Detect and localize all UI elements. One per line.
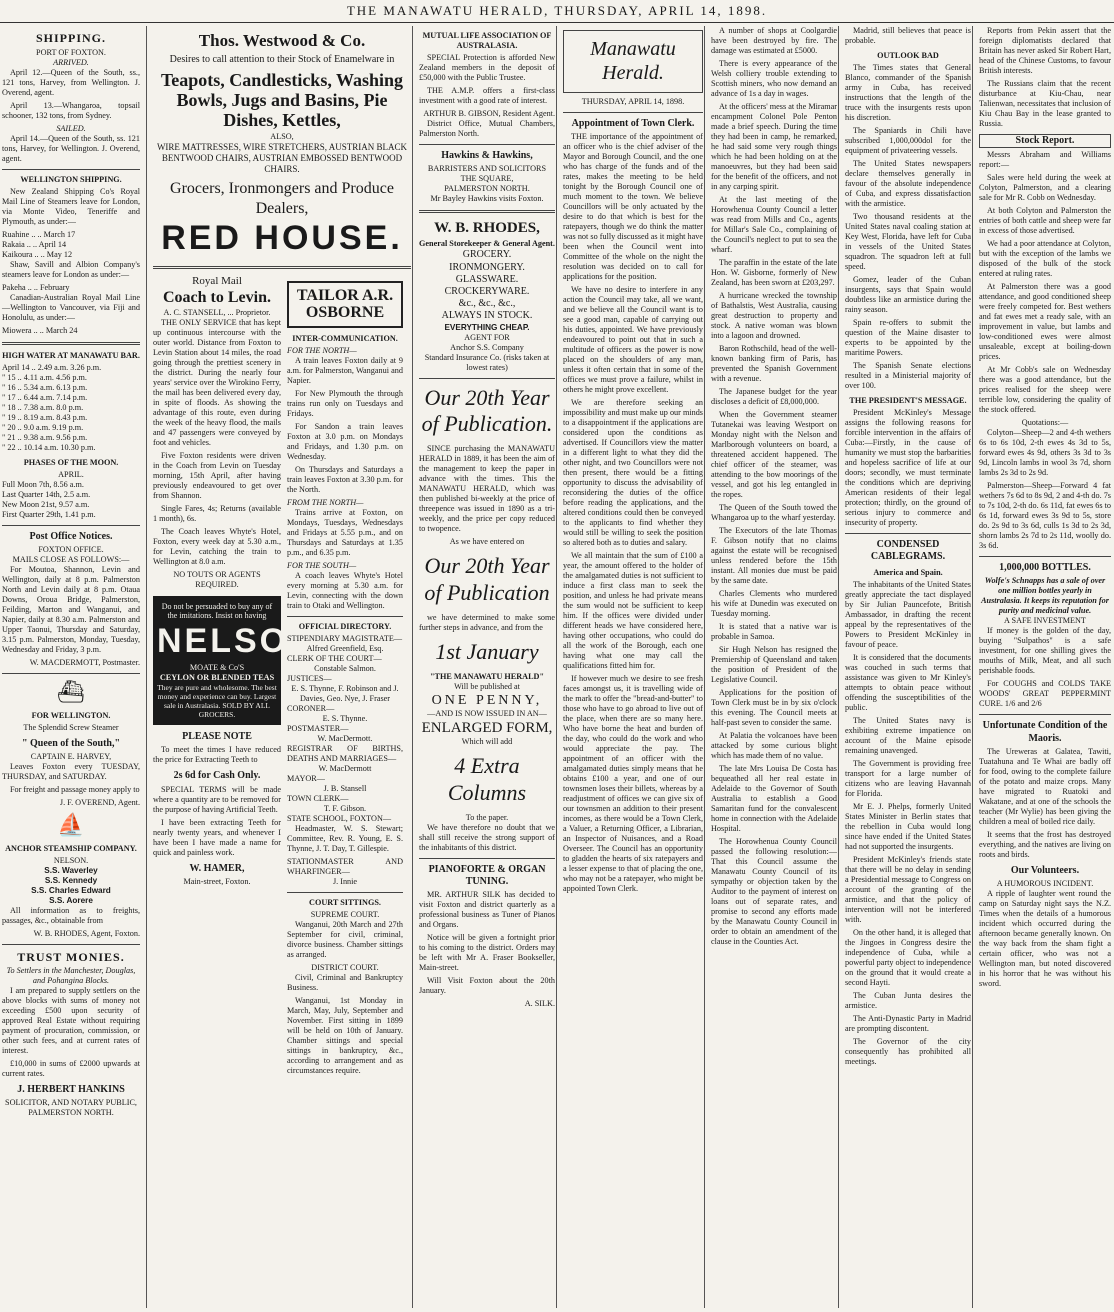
moon-row: First Quarter 29th, 1.41 p.m. [2,509,96,519]
moon-row: Full Moon 7th, 8.56 a.m. [2,479,84,489]
hamer-address: Main-street, Foxton. [183,876,251,886]
for-wellington-heading: FOR WELLINGTON. [31,710,111,720]
news-item: It is considered that the documents was couched in such terms that assistance was given to Mr Kinley's attempts to obtain peace without offending the susceptibilities of the public. [845,653,971,713]
news-item: Gomez, leader of the Cuban insurgents, says that Spain would doubtless like an armistice during the rainy season. [845,275,971,314]
gibson-office: District Office, Mutual Chambers, Palmerston North. [419,119,555,138]
news-item: President McKinley's Message assigns the following reasons for forcible intervention in the affairs of Cuba:—Firstly, in the cause of humanity we must stop the barbarities and hopeless sacrifice of life at our doors; secondly, we must terminate the conditions which are depriving American residents of their legal protection; thirdly, on the ground of serious injury to commerce and insecurity of property. [845,408,971,527]
hw-row: " 19 .. 8.19 a.m. 8.43 p.m. [2,412,88,422]
news-item: At the last meeting of the Horowhenua County Council a letter was read from Mills and Co., agents for Millar's Sale Co., complaining of the Council's neglect to put to sea the wharf. [711,195,837,254]
hw-row: " 17 .. 6.44 a.m. 7.14 p.m. [2,392,88,402]
dir-label: CORONER— [287,703,335,713]
dir-value: W. MacDermott. [317,733,373,743]
post-office-heading: Post Office Notices. [29,530,113,542]
news-item: The Horowhenua County Council passed the following resolution:—That this Council assume the Manawatu County Council of its sympathy or objection taken by the Auditor to the payment of interest on loans out of separate rates, and promise to second any efforts made by the Manawatu County Council in order to obtain an amendment of the clause in the Counties Act. [711,837,837,946]
from-north: FROM THE NORTH— [287,497,364,507]
coach-text: Single Fares, 4s; Returns (available 1 month), 6s. [153,503,281,523]
queen-of-the-south: " Queen of the South," [21,737,121,749]
ship-name: S.S. Waverley [44,865,98,875]
column-notices [412,26,561,1308]
news-item: The Queen of the South towed the Whangaroa up to the wharf yesterday. [711,503,837,522]
hawkins-heading: Hawkins & Hawkins, [441,150,533,161]
news-item: The Times states that General Blanco, commander of the Spanish army in Cuba, has received instructions that the length of the truce with the insurgents rests upon his discretion. [845,63,971,122]
anchor-company: ANCHOR STEAMSHIP COMPANY. [5,843,137,853]
rhodes-item: GROCERY. [462,249,512,261]
sailing-row: Kaikoura .. .. May 12 [2,249,73,259]
outlook-heading: OUTLOOK BAD [877,51,939,60]
coach-text: The Coach leaves Whyte's Hotel, Foxton, every week day at 5.30 a.m., for Levin, catching the train to Wellington at 8.0 a.m. [153,526,281,566]
dir-value: Constable Salmon. [314,663,376,673]
leaves-foxton: Leaves Foxton every TUESDAY, THURSDAY, and SATURDAY. [2,761,140,781]
anchor-nelson: NELSON. [53,855,89,865]
steamship-icon: ⛴ [57,678,85,704]
news-item: At Mr Cobb's sale on Wednesday there was a good attendance, but the prices realised for the sheep were terrible low, considering the quality of the stock offered. [979,365,1111,415]
sailing-row: Ruahine .. .. March 17 [2,229,76,239]
dir-label: CLERK OF THE COURT— [287,653,382,663]
news-item: Two thousand residents at the United States naval coaling station at Key West, Florida, have left for Cuba in vessels of the United States squadron. The squadron left at full speed. [845,212,971,271]
volunteers-heading: Our Volunteers. [1010,864,1080,876]
hw-row: " 15 .. 4.11 a.m. 4.56 p.m. [2,372,87,382]
quotations-label: Quotations:— [1021,418,1069,428]
tea-tagline: They are pure and wholesome. The best money and experience can buy. Largest sale in Australasia. SOLD BY ALL GROCERS. [157,682,277,720]
rhodes-item: IRONMONGERY. [449,261,525,273]
news-item: The United States newspapers declare themselves generally in favour of the absolute independence of Cuba, and express dissatisfaction with the armistice. [845,159,971,208]
captain: CAPTAIN E. HARVEY, [30,751,112,761]
news-item: A hurricane wrecked the township of Bathalstis, West Australia, causing great destruction to property and stock. A native woman was blown into a lagoon and drowned. [711,291,837,340]
coach-text: THE ONLY SERVICE that has kept up continuous intercourse with the outer world. Distance from Foxton to Levin Station about 14 miles, the road going through the prettiest scenery in the district. During the nearly four years' service over the Wirokino Ferry, the mail has been delivered every day, in spite of floods. As showing the advantage of this route, even during the week of the heavy flood, the mails and 47 passengers were conveyed by foot and vehicles. [153,317,281,447]
doubt-text: We have therefore no doubt that we shall still receive the strong support of the inhabitants of this district. [419,822,555,852]
news-item: At both Colyton and Palmerston the entries of both cattle and sheep were far in excess of those advertised. [979,206,1111,236]
mutual-life-heading: MUTUAL LIFE ASSOCIATION OF AUSTRALASIA. [422,31,552,50]
mails-close: MAILS CLOSE AS FOLLOWS:— [12,554,130,564]
for-north: FOR THE NORTH— [287,345,357,355]
for-south: FOR THE SOUTH— [287,560,357,570]
mutual-text: SPECIAL Protection is afforded New Zealand members in the deposit of £50,000 with the Public Trustee. [419,53,555,82]
column-stock-report [972,26,1114,1308]
town-clerk-heading: Appointment of Town Clerk. [571,117,695,129]
news-item: The Cuban Junta desires the armistice. [845,991,971,1011]
dir-value: W. MacDermott [318,763,372,773]
column-local-news [704,26,843,1308]
dir-label: TOWN CLERK— [287,793,349,803]
news-item: The paraffin in the estate of the late Hon. W. Gisborne, formerly of New Zealand, has been sworn at £203,297. [711,258,837,287]
sailing-entry: April 14.—Queen of the South, ss. 121 tons, Harvey, for Wellington. J. Overend, agent. [2,133,140,163]
news-item: The United States navy is exhibiting extreme impatience on account of the Maine episode remaining unavenged. [845,716,971,756]
silk-text: Will Visit Foxton about the 20th January. [419,976,555,996]
tailor-osborne-logo: TAILOR A.R. OSBORNE [287,281,403,328]
herald-name: "THE MANAWATU HERALD" [429,671,545,681]
coach-text: Five Foxton residents were driven in the Coach from Levin on Tuesday morning, 15th April, after having previously endeavoured to get over from Shannon. [153,450,281,500]
trust-sub: To Settlers in the Manchester, Douglas, and Pohangina Blocks. [6,966,136,986]
dir-label: MAYOR— [287,773,325,783]
dir-label: JUSTICES— [287,673,332,683]
sailing-row: Pakeha .. .. February [2,282,70,292]
sailing-row: Rakaia .. .. April 14 [2,239,67,249]
shaw-savill-notice: Shaw, Savill and Albion Company's steamers leave for London as under:— [2,259,140,279]
masthead: THE MANAWATU HERALD, THURSDAY, APRIL 14, 1898. [0,0,1114,23]
news-item: The inhabitants of the United States greatly appreciate the tact displayed by Sir Julian Pauncefote, British Ambassador, in drafting the recent appeal by the representatives of the Powers to President McKinley in favour of peace. [845,580,971,650]
inter-text: A coach leaves Whyte's Hotel every morning at 5.30 a.m. for Levin, connecting with the down train to Otaki and Wellington. [287,570,403,610]
supreme-text: Wanganui, 20th March and 27th September for civil, criminal, divorce business. Chamber sittings as arranged. [287,919,403,959]
rhodes-item: &c., &c., &c., [458,298,516,310]
dir-value: J. Innie [332,876,358,886]
rhodes-sub: General Storekeeper & General Agent. [419,239,555,249]
news-item: The late Mrs Louisa De Costa has bequeathed all her real estate in Adelaide to the Governor of South Australia to establish a Good Samaritan fund for the convalescent home in connection with the Adelaide Hospital. [711,764,837,833]
royal-mail: Royal Mail [192,274,242,287]
mails-body: For Moutoa, Shannon, Levin and Wellington, daily at 8 p.m. Palmerston North and Levin daily at 8 p.m. Otaua Downs, Oroua Bridge, Palmerston, Feilding, Marton and Wanganui, and Napier, daily at 8.30 a.m. Palmerston and Upper Taonui, Thursday and Saturday, 3.15 p.m. Palmerston, Monday, Tuesday, Wednesday and Friday, 3 p.m. [2,564,140,654]
dir-label: STATE SCHOOL, FOXTON— [287,813,392,823]
hawkins-palm: PALMERSTON NORTH. [444,184,530,194]
dir-value: E. S. Thynne. [322,713,368,723]
will-publish: Will be published at [454,681,520,691]
news-item: Applications for the position of Town Clerk must be in by six o'clock this evening. The Council meets at half-past seven to consider the same. [711,688,837,727]
condensed-cablegrams-heading: CONDENSED CABLEGRAMS. [870,539,946,563]
silk-text: MR. ARTHUR SILK has decided to visit Foxton and district quarterly as a professional business as Tuner of Pianos and Organs. [419,890,555,930]
news-item: The Ureweras at Galatea, Tawiti, Tuatahuna and Te Whai are badly off for food, owing to the complete failure of the potato and maize crops. Many have migrated to Ruatoki and Wakatane, and at one of the schools the teacher (Mr Wylie) has been giving the children a meal of boiled rice daily. [979,746,1111,826]
editorial-paragraph: We all maintain that the sum of £100 a year, the amount offered to the holder of the amalgamated duties is not sufficient to induce a first class man to seek the position, and unless he had private means the sum would not be sufficient to keep him. If the offices were divided under different heads we have considered here, having other occupations, who could do all the work of the Borough, each one having what one may call the qualifications fitted him for. [563,550,703,670]
news-item: President McKinley's friends state that there will be no delay in sending a Presidential message to Congress on account of the granting of the armistice, and that the policy of intervention will not be interfered with. [845,855,971,925]
entered-on: As we have entered on [449,537,525,547]
hw-row: " 22 .. 10.14 a.m. 10.30 p.m. [2,442,96,452]
anchor-agency: Anchor S.S. Company [450,342,524,352]
dir-label: STATIONMASTER AND WHARFINGER— [287,856,403,876]
to-paper: To the paper. [465,812,509,822]
rhodes-item: GLASSWARE. [455,273,519,285]
arrival-entry: April 13.—Whangaroa, topsail schooner, 132 tons, from Sydney. [2,100,140,120]
westwood-desires: Desires to call attention to their Stock of Enamelware in [169,53,395,65]
humorous-incident: A HUMOROUS INCIDENT. [996,878,1094,888]
news-item: It is stated that a native war is probable in Samoa. [711,622,837,641]
price-line: 2s 6d for Cash Only. [173,770,261,782]
moate: MOATE & Co'S [189,662,245,672]
determined-text: we have determined to make some further steps in advance, and from the [419,612,555,632]
moon-row: Last Quarter 14th, 2.5 a.m. [2,489,91,499]
ship-name: S.S. Charles Edward [31,885,111,895]
column-editorial [556,26,709,1308]
port-heading: PORT OF FOXTON. [36,47,106,57]
shipping-heading: SHIPPING. [35,31,106,45]
extract-text: I have been extracting Teeth for nearly twenty years, and whenever I have been I have made a name for quick and painless work. [153,817,281,857]
nelson-dont: Do not be persuaded to buy any of the imitations. Insist on having [161,601,273,621]
which-will-add: Which will add [461,737,513,747]
coach-to-levin: Coach to Levin. [163,289,271,307]
high-water-heading: HIGH WATER AT MANAWATU BAR. [2,350,140,360]
news-item: Palmerston—Sheep—Forward 4 fat wethers 7s 6d to 8s 9d, 2 and 4-th do. 7s to 7s 10d, 2-th do. 6s 11d, fat ewes 6s to 6s 1d, forward ewes 3s 9d to 5s, store do. 2s 9d to 3s 6d, culls 1s 3d to 2s 3d, shorn lambs 2s 7d to 2s 11d, woolly do. 3s 6d. [979,481,1111,551]
twentieth-year-heading: Our 20th Year of Publication [424,553,550,606]
also-label: ALSO, [270,132,294,142]
news-item: The Spaniards in Chili have subscribed 1,000,000dol for the equipment of privateering vessels. [845,126,971,155]
gibson-sign: ARTHUR B. GIBSON, Resident Agent. [423,109,555,118]
herald-masthead: Manawatu Herald. [563,30,703,93]
dir-value: E. S. Thynne, F. Robinson and J. Davies, Geo. Nye, J. Fraser [291,683,399,703]
sailing-row: Miowera .. .. March 24 [2,325,78,335]
info-notice: All information as to freights, passages, &c., obtainable from [2,905,140,925]
america-spain-heading: America and Spain. [873,568,943,578]
trust-amount: £10,000 in sums of £2000 upwards at current rates. [2,1059,140,1079]
dir-label: STIPENDIARY MAGISTRATE— [287,633,403,643]
sailed-label: SAILED. [56,123,86,133]
news-item: A ripple of laughter went round the camp on Saturday night says the N.Z. Times when the details of a humorous incident which occurred during the afternoon became generally known. On the way back from the sham fight a certain officer, who was not a Wellington man, but noted discovered in his horror that he was without his sword. [979,888,1111,988]
district-court: DISTRICT COURT. [311,962,379,972]
twentieth-year-heading: Our 20th Year of Publication. [421,384,553,437]
steamer-line: The Splendid Screw Steamer [23,722,119,732]
editorial-date: THURSDAY, APRIL 14, 1898. [581,96,685,106]
moon-heading: PHASES OF THE MOON. [23,457,119,467]
news-item: A number of shops at Coolgardie have been destroyed by fire. The damage was estimated at £5000. [711,26,837,55]
rhodes-item: CROCKERYWARE. [444,286,530,298]
news-item: Baron Rothschild, head of the well-known banking firm of Paris, has prevented the Spanish Government with a revenue. [711,344,837,383]
please-note: PLEASE NOTE [182,731,252,743]
hawkins-square: THE SQUARE, [460,174,514,184]
news-item: The Anti-Dynastic Party in Madrid are prompting discontent. [845,1014,971,1034]
nelson-logo: NELSON [157,622,317,661]
news-item: Madrid, still believes that peace is probable. [845,26,971,45]
hawkins-bayley: Mr Bayley Hawkins visits Foxton. [430,194,544,204]
inter-communication-heading: INTER-COMMUNICATION. [292,333,398,343]
ceylon: CEYLON OR BLENDED TEAS [159,672,275,682]
news-item: The Government is providing free transport for a large number of citizens who are leaving Havannah for Florida. [845,759,971,799]
first-january: 1st January [435,638,539,664]
canadian-line-notice: Canadian-Australian Royal Mail Line—Wellington to Vancouver, via Fiji and Honolulu, as under:— [2,292,140,322]
arrival-entry: April 12.—Queen of the South, ss., 121 tons, Harvey, from Wellington. J. Overend, agent. [2,67,140,97]
safe-investment: A SAFE INVESTMENT [1004,616,1086,626]
news-item: On the other hand, it is alleged that the Jingoes in Congress desire the independence of Cuba, while a powerful party object to independence on the ground that it would create a second Hayti. [845,928,971,988]
news-item: Colyton—Sheep—2 and 4-th wethers 6s to 6s 10d, 2-th ewes 4s 3d to 5s, forward ewes 4s 9d, others 3s 3d to 3s 9d, Lincoln lambs in wool 3s 7d, shorn lambs 2s 3d to 2s 9d. [979,428,1111,478]
editorial-paragraph: We are therefore seeking an impossibility and must make up our minds to a disappointment if the applications are considered upon the conditions as advertised. If Councillors view the matter in a different light to what they did the other night, and two Councillors were not then present, there would be a fitting opportunity to discuss the advisability of reconsidering the duties of the office before reading the applications, and the altered conditions could then be conveyed to the applicants to find whether they would still be willing to seek the position so altered both as to duties and salary. [563,397,703,547]
district-text: Wanganui, 1st Monday in March, May, July, September and November. First sitting in 1899 will be held on 10th of January. Chamber sittings and special sittings in bankruptcy, &c., according to arrangement and as circumstances require. [287,995,403,1075]
dir-value: Headmaster, W. S. Stewart; Committee, Rev. R. Young, E. S. Thynne, J. T. Day, T. Gillespie. [287,823,403,853]
news-item: If money is the golden of the day, buying "Sulpathos" is a safe investment, for one shilling gives the mouths of Milk, Meat, and all such perishable foods. [979,626,1111,676]
news-item: At Palmerston there was a good attendance, and good conditioned sheep were freely competed for. Best wethers and fat ewes met a ready sale, with an improvement in value, but lambs and low-conditioned ewes were almost unsaleable, except at boiling-down prices. [979,282,1111,362]
news-item: The Governor of the city consequently has prohibited all meetings. [845,1037,971,1067]
column-advertisements [146,26,417,1308]
everything-cheap: EVERYTHING CHEAP. [444,322,530,332]
president-message-heading: THE PRESIDENT'S MESSAGE. [849,396,967,405]
mutual-text: THE A.M.P. offers a first-class investment with a good rate of interest. [419,86,555,105]
supreme-court: SUPREME COURT. [310,909,380,919]
hw-row: " 21 .. 9.38 a.m. 9.56 p.m. [2,432,88,442]
news-item: Mr E. J. Phelps, formerly United States Minister in Berlin states that the rebellion in Cuba would long since have ended if the United States had not supported the insurgents. [845,802,971,852]
hamer-name: W. HAMER, [189,862,245,874]
hw-row: " 20 .. 9.0 a.m. 9.19 p.m. [2,422,84,432]
dir-value: T. F. Gibson. [323,803,367,813]
hawkins-sub: BARRISTERS AND SOLICITORS [427,164,547,174]
wire-mattresses: WIRE MATTRESSES, WIRE STRETCHERS, AUSTRIAN BLACK BENTWOOD CHAIRS, AUSTRIAN EMBOSSED BENTWOOD CHAIRS. [156,142,408,175]
arrived-label: ARRIVED. [53,57,89,67]
maoris-heading: Unfortunate Condition of the Maoris. [982,720,1108,744]
since-text: SINCE purchasing the MANAWATU HERALD in 1889, it has been the aim of the management to keep the paper in advance with the times. This the MANAWATU HERALD, which was then published bi-weekly at the price of threepence was issued in 1890 as a tri-weekly, and the price per copy reduced to twopence. [419,444,555,534]
special-terms: SPECIAL TERMS will be made where a quantity are to be removed for the purpose of having Artificial Teeth. [153,784,281,814]
trust-body: I am prepared to supply settlers on the above blocks with sums of money not exceeding £500 upon security of approved Real Estate without requiring payment of procuration, commission, or other such fees, and at current rates of interest. [2,986,140,1056]
nz-shipping-notice: New Zealand Shipping Co's Royal Mail Line of Steamers leave for London, via Monte Video, Teneriffe and Plymouth, as under:— [2,186,140,226]
silk-text: Notice will be given a fortnight prior to his coming to the district. Orders may be left with Mr A. Fraser Bookseller, Main-street. [419,933,555,973]
moon-month: APRIL. [58,469,84,479]
news-item: When the Government steamer Tutanekai was leaving Westport on Monday night with the Nelson and Marlborough volunteers on board, a threatened accident happened. The chief officer of the steamer, was attending to the bow moorings of the vessel, and got his leg entangled in the ropes. [711,410,837,499]
grocers-line: Grocers, Ironmongers and Produce Dealers, [170,180,394,217]
wellington-shipping-heading: WELLINGTON SHIPPING. [20,174,122,184]
stock-report-heading: Stock Report. [979,134,1111,148]
stansell: A. C. STANSELL, ... Proprietor. [163,307,271,317]
news-item: The Japanese budget for the year discloses a deficit of £8,000,000. [711,387,837,406]
news-item: At the officers' mess at the Miramar encampment Colonel Pole Penton made a brief speech. During the time they had been in camp, he remarked, he had said some very rough things which he had been holding on at the manoeuvres, but they had been said for the benefit of the officers, and not in any carping spirit. [711,102,837,191]
column-shipping [0,26,146,1308]
editorial-paragraph: THE importance of the appointment of an officer who is the chief adviser of the Mayor and Borough Council, and the one who has charge of the funds and of the rates, makes the meeting to be held tonight by the Borough Council one of much moment to the town. We believe Councillors will be only actuated by the desire to do that which is best for the ratepayers, though we do think the matter was not so fully discussed as it might have been when the Council went into Committee of the whole on the night the resolution was decided on to call for applications for the position. [563,131,703,281]
news-item: The Executors of the late Thomas F. Gibson notify that no claims against the estate will be recognised unless rendered before the 15th instant. All monies due must be paid by the same date. [711,526,837,585]
hw-row: " 18 .. 7.38 a.m. 8.0 p.m. [2,402,84,412]
ship-name: S.S. Kennedy [44,875,98,885]
no-touts: NO TOUTS OR AGENTS REQUIRED. [173,569,261,589]
inter-text: On Thursdays and Saturdays a train leaves Foxton at 3.30 p.m. for the North. [287,464,403,494]
enlarged-form: ENLARGED FORM, [421,719,553,736]
news-item: Sir Hugh Nelson has resigned the Premiership of Queensland and taken the position of President of the Legislative Council. [711,645,837,684]
freight-notice: For freight and passage money apply to [10,784,140,794]
dir-value: J. B. Stansell [323,783,367,793]
sailing-ship-icon: ⛵ [57,811,85,837]
news-item: We had a poor attendance at Colyton, but with the exception of the lambs we disposed of the bulk of the stock entered at ruling rates. [979,239,1111,279]
dir-label: POSTMASTER— [287,723,349,733]
ship-name: S.S. Aorere [49,895,93,905]
silk-sign: A. SILK. [524,999,555,1009]
issued-in: —AND IS NOW ISSUED IN AN— [427,708,547,718]
dir-label: REGISTRAR OF BIRTHS, DEATHS AND MARRIAGES— [287,743,403,763]
one-penny: ONE PENNY, [431,692,543,708]
wolfe-ad: Wolfe's Schnapps has a sale of over one million bottles yearly in Australasia. It keeps its reputation for purity and medicinal value. [981,576,1109,616]
please-sub: To meet the times I have reduced the price for Extracting Teeth to [153,745,281,765]
official-directory-heading: OFFICIAL DIRECTORY. [298,621,392,631]
trust-monies-heading: TRUST MONIES. [17,949,125,964]
agent-rhodes: W. B. RHODES, Agent, Foxton. [33,928,140,938]
inter-text: A train leaves Foxton daily at 9 a.m. for Palmerston, Wanganui and Napier. [287,355,403,385]
moon-row: New Moon 21st, 9.57 a.m. [2,499,90,509]
news-item: The Spanish Senate elections resulted in a Ministerial majority of over 100. [845,361,971,390]
column-cables [838,26,977,1308]
hankins-sub: SOLICITOR, AND NOTARY PUBLIC, PALMERSTON NORTH. [5,1098,137,1118]
hw-row: " 16 .. 5.34 a.m. 6.13 p.m. [2,382,88,392]
news-item: The Russians claim that the recent disturbance at Kiu-Chau, near Talienwan, necessitates that inclusion of Kiu Chau Bay in the lease granted to Russia. [979,79,1111,128]
editorial-paragraph: We have no desire to interfere in any action the Council may take, all we want, and we believe all the Council want is to see a good man, capable of carrying out his duties, appointed. We have previously endeavoured to point out that in such a multitude of officers as the power is now placed on the shoulders of any man, unless it often certain that in some of the offices we must prove a failure, whilst in others he might prove excellent. [563,284,703,394]
hankins-name: J. HERBERT HANKINS [17,1084,125,1096]
westwood-heading: Thos. Westwood & Co. [198,31,366,50]
rhodes-heading: W. B. RHODES, [434,220,540,237]
bottles-heading: 1,000,000 BOTTLES. [999,562,1091,574]
postmaster-sign: W. MACDERMOTT, Postmaster. [29,657,140,667]
news-item: Spain re-offers to submit the question of the Maine disaster to experts to be appointed by the maritime Powers. [845,318,971,357]
news-item: There is every appearance of the Welsh colliery trouble extending to Scottish miners, who now demand an advance of 1s a day in wages. [711,59,837,98]
insurance-agency: Standard Insurance Co. (risks taken at lowest rates) [424,352,550,372]
news-item: At Palatia the volcanoes have been attacked by some curious blight which has made them of no value. [711,731,837,760]
news-item: Messrs Abraham and Williams report:— [979,150,1111,170]
agent-for: AGENT FOR [464,332,510,342]
news-item: For COUGHS and COLDS TAKE WOODS' GREAT PEPPERMINT CURE. 1/6 and 2/6 [979,679,1111,709]
news-item: Sales were held during the week at Colyton, Palmerston, and a clearing sale for Mr R. Cobb on Wednesday. [979,173,1111,203]
foxton-office: FOXTON OFFICE. [38,544,104,554]
inter-text: Trains arrive at Foxton, on Mondays, Tuesdays, Wednesdays and Fridays at 5.55 p.m., and on Thursdays and Saturdays at 1.35 p.m., and 6.35 p.m. [287,507,403,557]
agent-overend: J. F. OVEREND, Agent. [59,797,140,807]
court-sittings-heading: COURT SITTINGS. [309,897,381,907]
red-house: RED HOUSE. [161,219,403,258]
piano-tuning-heading: PIANOFORTE & ORGAN TUNING. [428,863,546,887]
dir-value: Alfred Greenfield, Esq. [306,643,384,653]
district-text: Civil, Criminal and Bankruptcy Business. [287,972,403,992]
rhodes-item: ALWAYS IN STOCK. [441,310,533,322]
inter-text: For New Plymouth the through trains run only on Tuesdays and Fridays. [287,388,403,418]
inter-text: For Sandon a train leaves Foxton at 3.0 p.m. on Mondays and Fridays, and 1.30 p.m. on Wednesday. [287,421,403,461]
extra-columns: 4 Extra Columns [447,753,527,805]
news-item: It seems that the frost has destroyed everything, and the natives are living on roots and birds. [979,829,1111,859]
editorial-paragraph: If however much we desire to see fresh faces amongst us, it is travelling wide of the mark to offer the "bread-and-butter" to those who have to go abroad to live out of the place, when there are so many here. Who have borne the heat and burden of the day, who could do the work and who would appreciate the pay. The appointment of an officer with the amalgamated duties simply means that he obtains £100 a year, and one of our townsmen loses their billets, whereas by a readjustment of offices we can give six of our townsmen an addition to their present incomes, as there would be a Town Clerk, a Valuer, a Returning Officer, a Librarian, an Inspector of Nuisances, and a Road Overseer. The Council has an opportunity to gladden the hearts of six ratepayers and a lesser expense to that of placing the one, who may not be a ratepayer, who might be appointed Town Clerk. [563,673,703,893]
teapots-line: Teapots, Candlesticks, Washing Bowls, Jugs and Basins, Pie Dishes, Kettles, [160,69,404,130]
news-item: Reports from Pekin assert that the foreign diplomatists declared that Britain has never asked Sir Robert Hart, head of the Chinese Customs, to favour British interests. [979,26,1111,75]
hw-row: April 14 .. 2.49 a.m. 3.26 p.m. [2,362,102,372]
news-item: Charles Clements who murdered his wife at Dunedin was executed on Tuesday morning. [711,589,837,618]
